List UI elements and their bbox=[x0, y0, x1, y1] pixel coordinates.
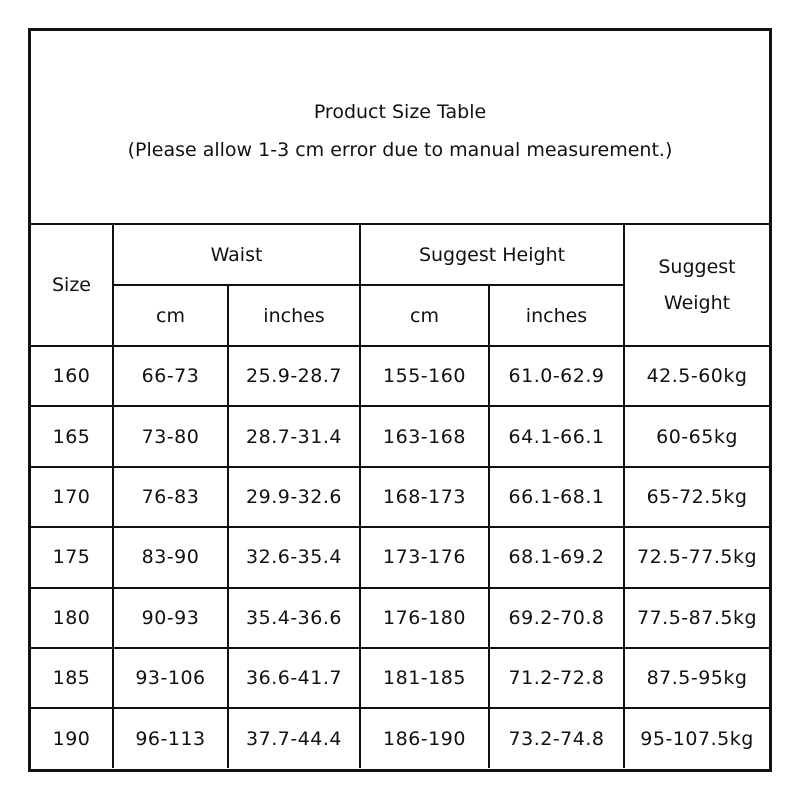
cell-weight: 65-72.5kg bbox=[624, 467, 769, 527]
column-header-waist-inches: inches bbox=[228, 285, 360, 346]
table-row bbox=[31, 346, 769, 406]
table-row bbox=[31, 708, 769, 767]
cell-height-inches: 69.2-70.8 bbox=[489, 588, 624, 648]
cell-waist-inches: 25.9-28.7 bbox=[228, 346, 360, 406]
table-row bbox=[31, 648, 769, 708]
cell-weight: 87.5-95kg bbox=[624, 648, 769, 708]
suggest-weight-line2: Weight bbox=[663, 292, 731, 314]
header-row-primary bbox=[31, 224, 769, 285]
cell-waist-cm: 66-73 bbox=[113, 346, 228, 406]
cell-size: 190 bbox=[31, 708, 113, 767]
column-header-suggest-height: Suggest Height bbox=[360, 224, 624, 285]
cell-waist-inches: 37.7-44.4 bbox=[228, 708, 360, 767]
cell-weight: 60-65kg bbox=[624, 406, 769, 466]
cell-size: 180 bbox=[31, 588, 113, 648]
cell-size: 160 bbox=[31, 346, 113, 406]
cell-height-inches: 64.1-66.1 bbox=[489, 406, 624, 466]
cell-size: 165 bbox=[31, 406, 113, 466]
size-table-body bbox=[31, 346, 769, 768]
size-chart-frame bbox=[28, 28, 772, 772]
cell-height-cm: 163-168 bbox=[360, 406, 489, 466]
cell-height-inches: 61.0-62.9 bbox=[489, 346, 624, 406]
cell-waist-cm: 73-80 bbox=[113, 406, 228, 466]
cell-waist-inches: 32.6-35.4 bbox=[228, 527, 360, 587]
column-header-size: Size bbox=[31, 224, 113, 346]
table-row bbox=[31, 588, 769, 648]
cell-waist-inches: 36.6-41.7 bbox=[228, 648, 360, 708]
suggest-weight-line1: Suggest bbox=[658, 256, 736, 278]
cell-waist-cm: 90-93 bbox=[113, 588, 228, 648]
cell-height-inches: 66.1-68.1 bbox=[489, 467, 624, 527]
cell-weight: 77.5-87.5kg bbox=[624, 588, 769, 648]
cell-weight: 42.5-60kg bbox=[624, 346, 769, 406]
table-row bbox=[31, 527, 769, 587]
column-header-suggest-weight bbox=[624, 224, 769, 346]
table-subtitle: (Please allow 1-3 cm error due to manual measurement.) bbox=[127, 139, 673, 161]
cell-waist-cm: 76-83 bbox=[113, 467, 228, 527]
cell-height-cm: 173-176 bbox=[360, 527, 489, 587]
cell-waist-cm: 96-113 bbox=[113, 708, 228, 767]
cell-height-cm: 181-185 bbox=[360, 648, 489, 708]
cell-weight: 72.5-77.5kg bbox=[624, 527, 769, 587]
cell-waist-inches: 28.7-31.4 bbox=[228, 406, 360, 466]
table-title: Product Size Table bbox=[313, 101, 487, 123]
column-header-height-cm: cm bbox=[360, 285, 489, 346]
cell-height-inches: 73.2-74.8 bbox=[489, 708, 624, 767]
cell-height-inches: 68.1-69.2 bbox=[489, 527, 624, 587]
column-header-height-inches: inches bbox=[489, 285, 624, 346]
table-row bbox=[31, 467, 769, 527]
cell-height-cm: 186-190 bbox=[360, 708, 489, 767]
cell-waist-inches: 29.9-32.6 bbox=[228, 467, 360, 527]
table-header bbox=[31, 31, 769, 223]
cell-height-cm: 155-160 bbox=[360, 346, 489, 406]
cell-height-cm: 176-180 bbox=[360, 588, 489, 648]
table-row bbox=[31, 406, 769, 466]
cell-waist-cm: 93-106 bbox=[113, 648, 228, 708]
size-table bbox=[31, 223, 769, 768]
cell-height-cm: 168-173 bbox=[360, 467, 489, 527]
cell-height-inches: 71.2-72.8 bbox=[489, 648, 624, 708]
column-header-waist: Waist bbox=[113, 224, 360, 285]
cell-size: 170 bbox=[31, 467, 113, 527]
cell-waist-inches: 35.4-36.6 bbox=[228, 588, 360, 648]
cell-size: 175 bbox=[31, 527, 113, 587]
column-header-waist-cm: cm bbox=[113, 285, 228, 346]
cell-size: 185 bbox=[31, 648, 113, 708]
cell-waist-cm: 83-90 bbox=[113, 527, 228, 587]
cell-weight: 95-107.5kg bbox=[624, 708, 769, 767]
